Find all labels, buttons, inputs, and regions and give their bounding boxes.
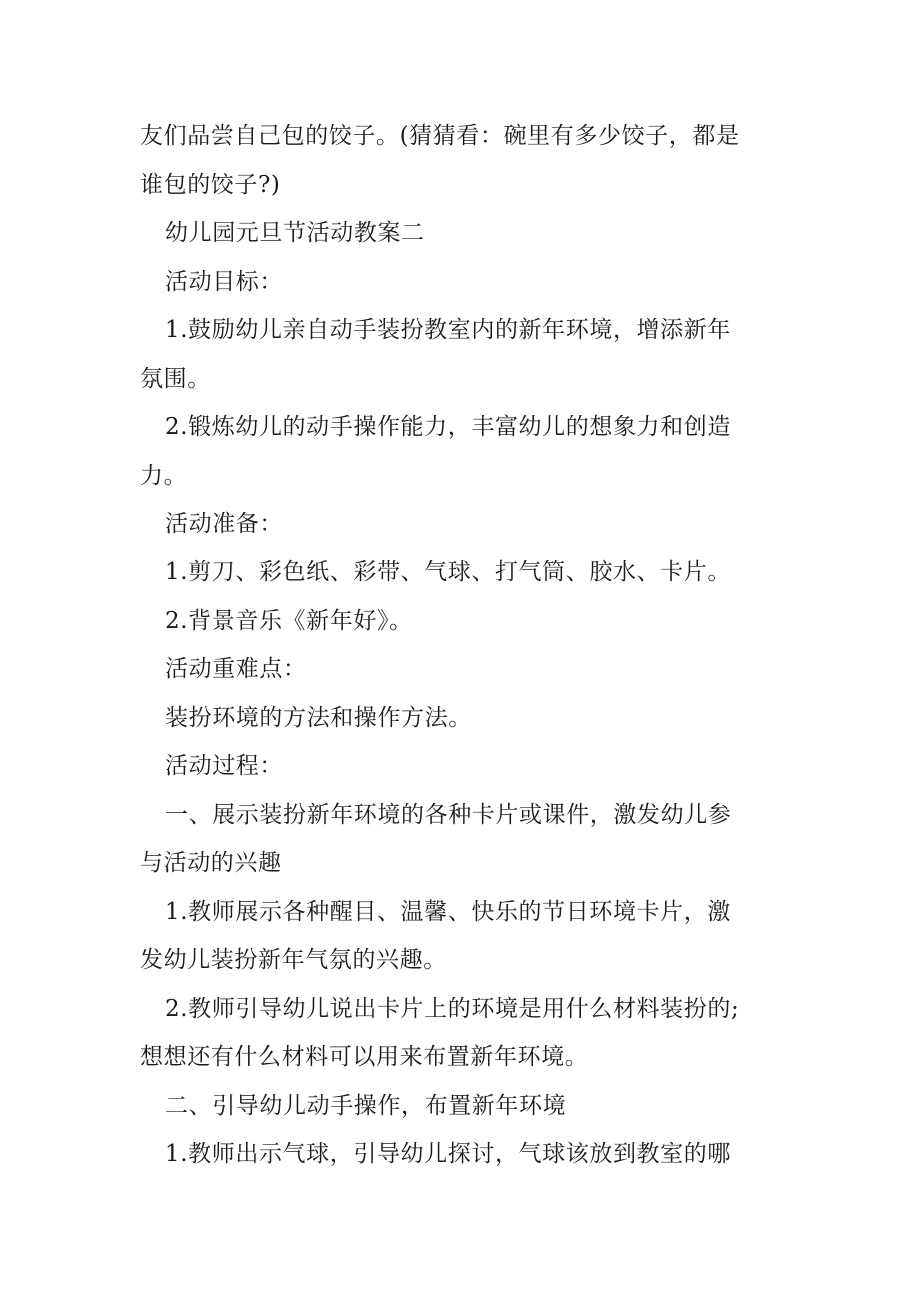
paragraph-line: 力。 xyxy=(140,463,188,489)
list-item: 1.剪刀、彩色纸、彩带、气球、打气筒、胶水、卡片。 xyxy=(165,559,731,585)
list-item: 1.教师展示各种醒目、温馨、快乐的节日环境卡片，激 xyxy=(165,899,731,925)
subheading: 活动重难点： xyxy=(165,656,307,682)
section-heading: 幼儿园元旦节活动教案二 xyxy=(165,220,425,246)
step-heading: 二、引导幼儿动手操作，布置新年环境 xyxy=(165,1093,567,1119)
paragraph-line: 与活动的兴趣 xyxy=(140,850,282,876)
subheading: 活动准备： xyxy=(165,511,283,537)
paragraph-line: 谁包的饺子?) xyxy=(140,172,281,198)
list-item: 1.鼓励幼儿亲自动手装扮教室内的新年环境，增添新年 xyxy=(165,317,731,343)
list-item: 2.教师引导幼儿说出卡片上的环境是用什么材料装扮的; xyxy=(165,996,740,1022)
paragraph-line: 发幼儿装扮新年气氛的兴趣。 xyxy=(140,947,447,973)
subheading: 活动目标： xyxy=(165,269,283,295)
list-item: 1.教师出示气球，引导幼儿探讨，气球该放到教室的哪 xyxy=(165,1141,731,1167)
paragraph-line: 友们品尝自己包的饺子。(猜猜看：碗里有多少饺子，都是 xyxy=(140,123,740,149)
list-item: 2.锻炼幼儿的动手操作能力，丰富幼儿的想象力和创造 xyxy=(165,414,731,440)
step-heading: 一、展示装扮新年环境的各种卡片或课件，激发幼儿参 xyxy=(165,802,732,828)
paragraph-line: 氛围。 xyxy=(140,366,211,392)
paragraph-line: 装扮环境的方法和操作方法。 xyxy=(165,705,472,731)
paragraph-line: 想想还有什么材料可以用来布置新年环境。 xyxy=(140,1044,589,1070)
subheading: 活动过程： xyxy=(165,753,283,779)
list-item: 2.背景音乐《新年好》。 xyxy=(165,608,413,634)
